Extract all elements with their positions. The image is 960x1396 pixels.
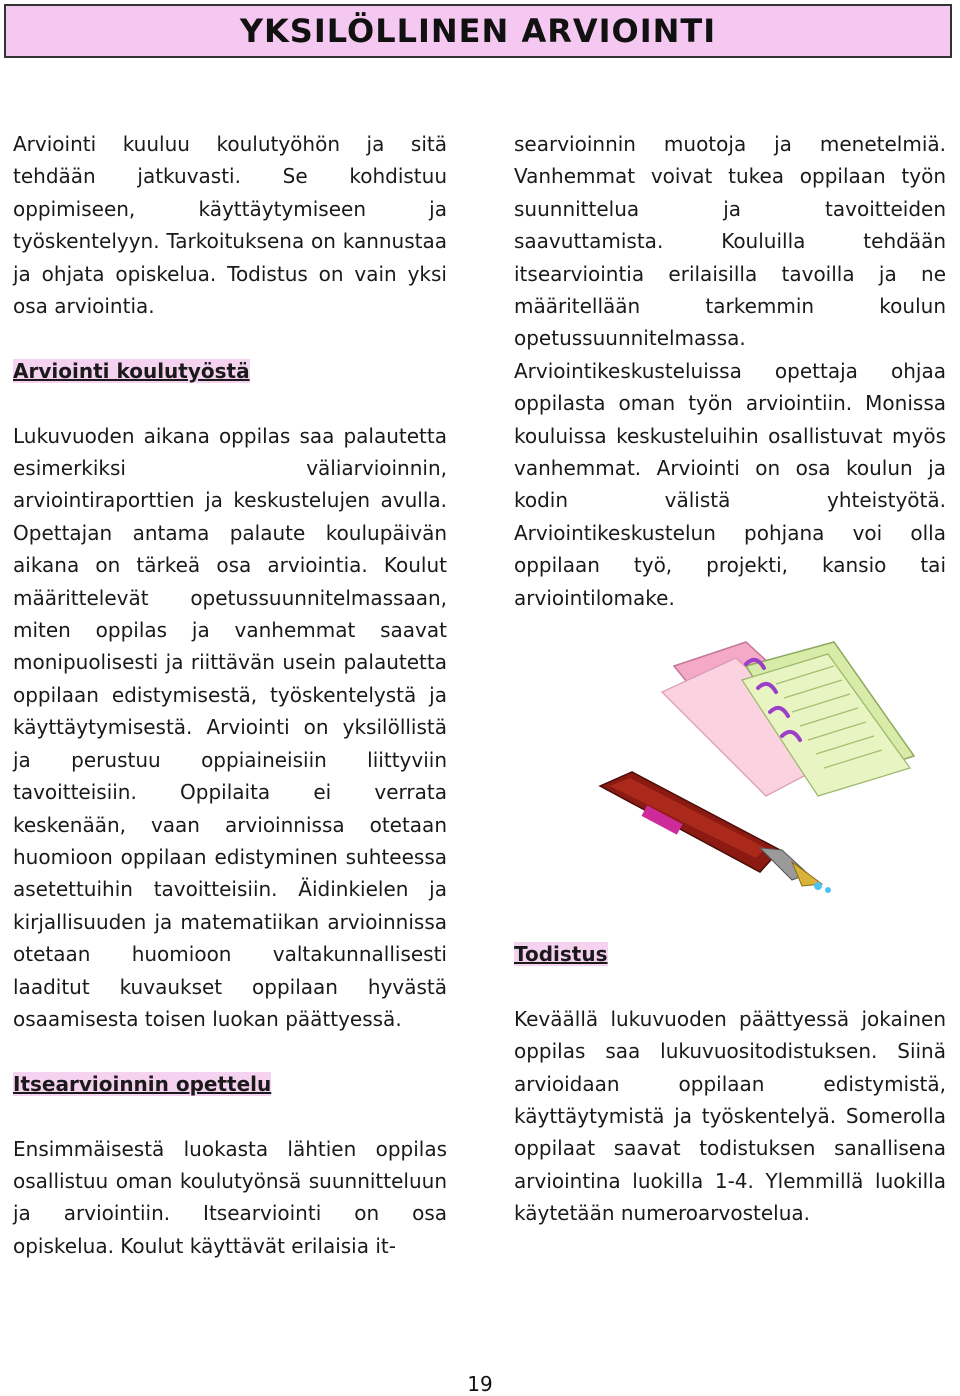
fountain-pen-icon: [600, 772, 831, 893]
section-heading-text: Arviointi koulutyöstä: [13, 358, 250, 383]
section-heading-itsearvioinnin-opettelu: [13, 1068, 447, 1100]
page-title: YKSILÖLLINEN ARVIOINTI: [239, 12, 717, 50]
left-column: [13, 128, 447, 1262]
title-banner: [4, 4, 952, 58]
section-paragraph-itsearvioinnin-opettelu: Ensimmäisestä luokasta lähtien oppilas osallistuu oman koulutyönsä suunnitteluun ja arviointiin. Itsearviointi on osa opiskelua. Koulut käyttävät erilaisia it-: [13, 1136, 447, 1258]
section-paragraph-todistus: Keväällä lukuvuoden päättyessä jokainen oppilas saa lukuvuositodistuksen. Siinä arvioidaan oppilaan edistymistä, käyttäytymistä ja työskentelyä. Somerolla oppilaat saavat todistuksen sanallisena arviointina luokilla 1-4. Ylemmillä luokilla käytetään numeroarvostelua.: [514, 1006, 946, 1226]
section-heading-text: Todistus: [514, 942, 608, 966]
section-paragraph-arviointi-koulutyosta: Lukuvuoden aikana oppilas saa palautetta esimerkiksi väliarvioinnin, arviointiraporttien ja keskustelujen avulla. Opettajan antama palaute koulupäivän aikana on tärkeä osa arviointia. Koulut määrittelevät opetussuunnitelmassaan, miten oppilas ja vanhemmat saavat monipuolisesti ja riittävän usein palautetta oppilaan edistymisestä, työskentelystä ja käyttäytymisestä. Arviointi on yksilöllistä ja perustuu oppiaineisiin liittyviin tavoitteisiin. Oppilaita ei verrata keskenään, vaan arvioinnissa otetaan huomioon oppilaan edistyminen suhteessa asetettuihin tavoitteisiin. Äidinkielen ja kirjallisuuden ja matematiikan arvioinnissa otetaan huomioon valtakunnallisesti laaditut kuvaukset oppilaan hyvästä osaamisesta toisen luokan päättyessä.: [13, 423, 447, 1031]
right-column: [514, 128, 946, 614]
section-heading-todistus: [514, 938, 946, 970]
section-heading-arviointi-koulutyosta: [13, 355, 447, 387]
notebook-pen-illustration: [596, 636, 936, 896]
notebook-icon: [662, 642, 914, 796]
intro-paragraph: Arviointi kuuluu koulutyöhön ja sitä tehdään jatkuvasti. Se kohdistuu oppimiseen, käyttäytymiseen ja työskentelyyn. Tarkoituksena on kannustaa ja ohjata opiskelua. Todistus on vain yksi osa arviointia.: [13, 132, 447, 319]
section-heading-text: Itsearvioinnin opettelu: [13, 1071, 272, 1096]
todistus-section: [514, 938, 946, 1230]
page-number: 19: [467, 1372, 493, 1396]
continuation-paragraph: searvioinnin muotoja ja menetelmiä. Vanhemmat voivat tukea oppilaan työn suunnittelua ja tavoitteiden saavuttamista. Kouluilla tehdään itsearviointia erilaisilla tavoilla ja ne määritellään tarkemmin koulun opetussuunnitelmassa. Arviointikeskusteluissa opettaja ohjaa oppilasta oman työn arviointiin. Monissa kouluissa keskusteluihin osallistuvat myös vanhemmat. Arviointi on osa koulun ja kodin välistä yhteistyötä. Arviointikeskustelun pohjana voi olla oppilaan työ, projekti, kansio tai arviointilomake.: [514, 132, 946, 610]
